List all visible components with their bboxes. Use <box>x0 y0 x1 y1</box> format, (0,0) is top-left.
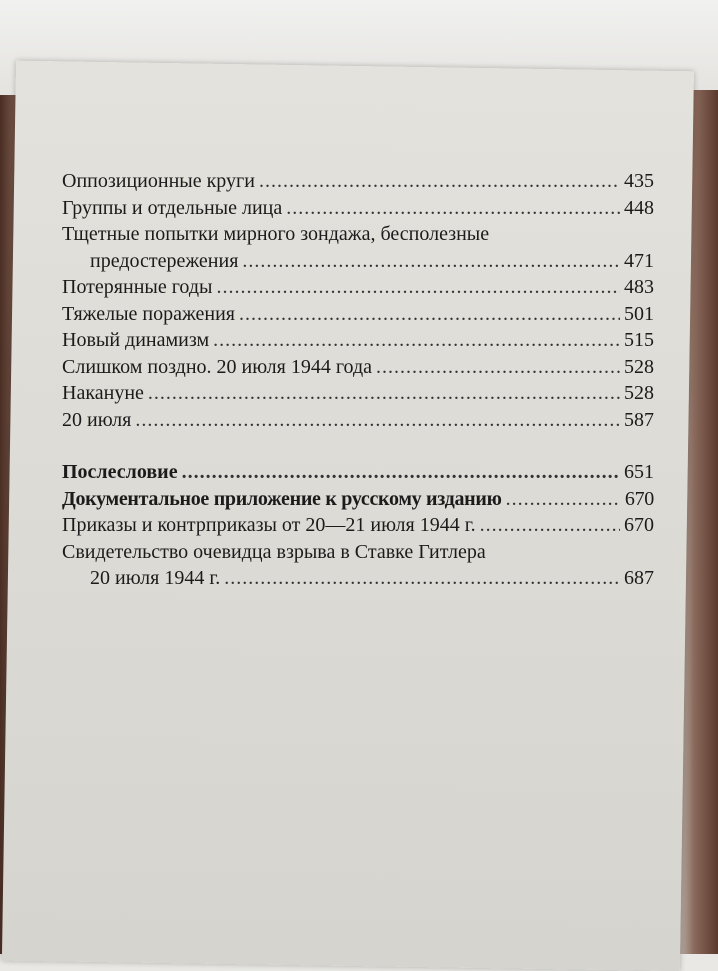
dot-leader <box>376 354 620 381</box>
toc-entry-groups <box>62 195 654 222</box>
dot-leader <box>213 327 620 354</box>
toc-entry-page: 687 <box>624 567 654 589</box>
dot-leader <box>148 380 620 407</box>
toc-entry-title-line1: Свидетельство очевидца взрыва в Ставке Гитлера <box>62 540 486 563</box>
toc-entry-page: 587 <box>624 408 654 431</box>
toc-entry-page: 515 <box>624 329 654 351</box>
toc-entry-too-late <box>62 354 654 381</box>
toc-entry-page: 435 <box>624 170 654 192</box>
toc-entry-page: 483 <box>624 276 654 298</box>
dot-leader <box>224 565 620 592</box>
dot-leader <box>135 407 620 434</box>
toc-entry-eyewitness <box>62 539 654 592</box>
toc-entry-title-line2: предостережения <box>90 249 239 272</box>
toc-entry-title: Новый динамизм <box>62 329 210 351</box>
toc-entry-july-20 <box>62 407 654 434</box>
toc-entry-title: Оппозиционные круги <box>62 170 255 192</box>
toc-entry-lost-years <box>62 274 654 301</box>
toc-entry-page: 471 <box>624 249 654 272</box>
toc-entry-opposition-circles <box>62 168 654 195</box>
toc-entry-title: Слишком поздно. 20 июля 1944 года <box>62 355 373 378</box>
dot-leader <box>286 195 620 222</box>
toc-entry-continuation <box>62 248 654 275</box>
toc-entry-orders <box>62 512 654 539</box>
toc-entry-title: Группы и отдельные лица <box>62 196 283 219</box>
toc-entry-page: 448 <box>624 196 654 219</box>
table-of-contents <box>62 168 654 592</box>
toc-entry-title: Документальное приложение к русскому изданию <box>62 487 502 510</box>
dot-leader <box>259 168 620 195</box>
toc-entry-page: 670 <box>624 487 654 510</box>
toc-entry-heavy-defeats <box>62 301 654 328</box>
dot-leader <box>242 248 620 275</box>
toc-entry-peace-probes <box>62 221 654 274</box>
toc-entry-page: 528 <box>624 382 654 404</box>
toc-entry-page: 670 <box>624 514 654 536</box>
toc-entry-title: Послесловие <box>62 461 178 483</box>
toc-entry-continuation <box>62 565 654 592</box>
toc-entry-documentary-appendix <box>62 486 654 513</box>
toc-entry-title: Приказы и контрприказы от 20—21 июля 1944 г. <box>62 514 476 536</box>
toc-entry-title: 20 июля <box>62 408 132 431</box>
dot-leader <box>216 274 620 301</box>
dot-leader <box>480 512 620 539</box>
toc-entry-eve <box>62 380 654 407</box>
toc-entry-title: Тяжелые поражения <box>62 302 235 325</box>
toc-entry-afterword <box>62 459 654 486</box>
dot-leader <box>239 301 620 328</box>
toc-entry-page: 528 <box>624 355 654 378</box>
toc-entry-page: 651 <box>624 461 654 483</box>
dot-leader <box>506 486 620 513</box>
toc-entry-new-dynamism <box>62 327 654 354</box>
toc-entry-page: 501 <box>624 302 654 325</box>
toc-entry-title-line1: Тщетные попытки мирного зондажа, бесполезные <box>62 223 490 245</box>
toc-entry-title: Накануне <box>62 382 144 404</box>
dot-leader <box>182 459 620 486</box>
toc-entry-title: Потерянные годы <box>62 276 213 298</box>
toc-entry-title-line2: 20 июля 1944 г. <box>90 567 221 589</box>
